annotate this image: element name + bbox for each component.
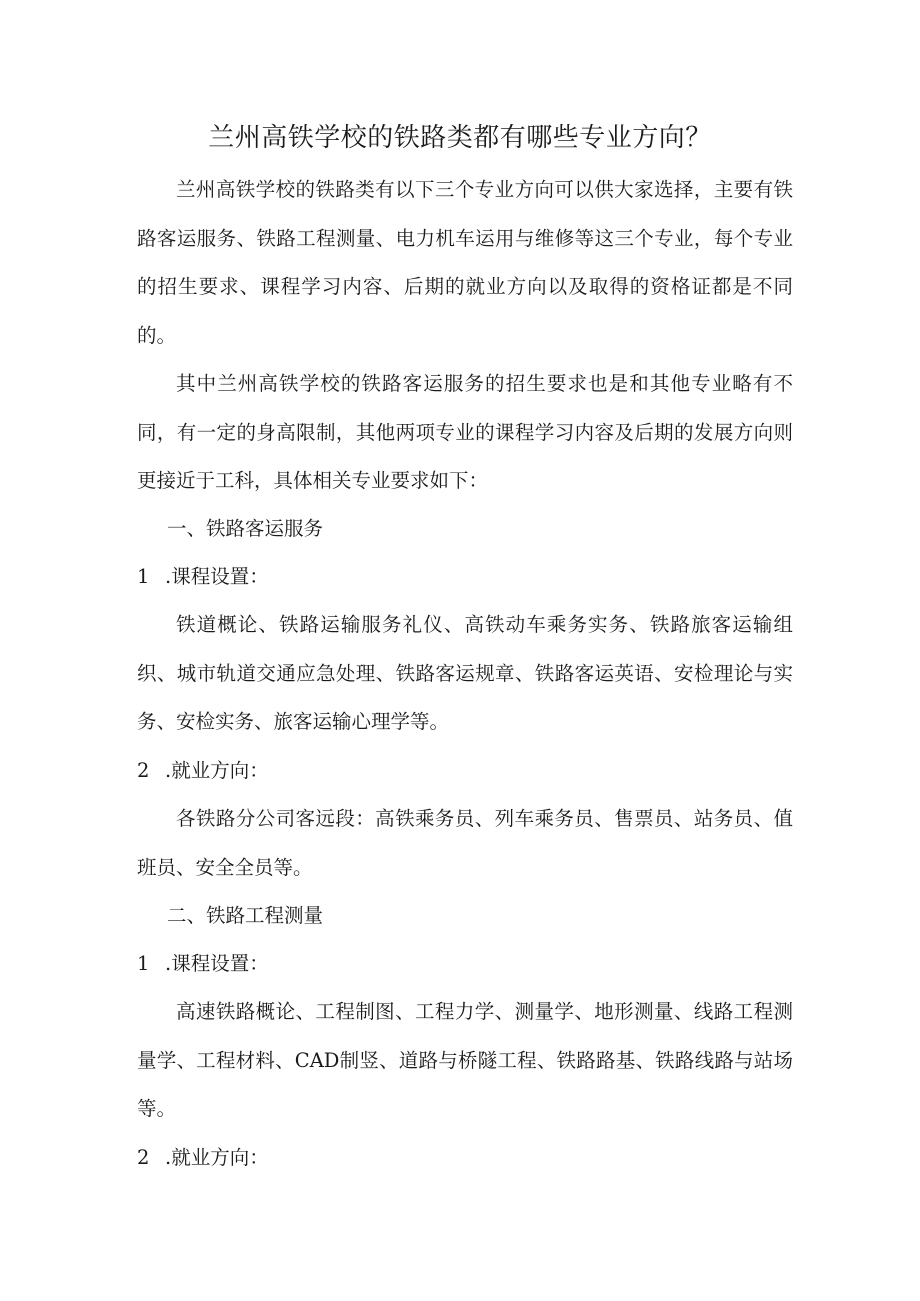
intro-paragraph-1: 兰州高铁学校的铁路类有以下三个专业方向可以供大家选择，主要有铁路客运服务、铁路工程测量、电力机车运用与维修等这三个专业，每个专业的招生要求、课程学习内容、后期的就业方向以及取得的资格证都是不同的。	[137, 178, 793, 347]
employment-content: 各铁路分公司客远段：高铁乘务员、列车乘务员、售票员、站务员、值班员、安全全员等。	[137, 807, 793, 879]
subheading-label: .就业方向：	[165, 1146, 269, 1169]
subheading-label: .就业方向：	[165, 759, 269, 782]
subheading-employment	[137, 747, 269, 796]
subheading-courses	[137, 940, 269, 989]
courses-content: 高速铁路概论、工程制图、工程力学、测量学、地形测量、线路工程测量学、工程材料、CAD制竖、道路与桥隧工程、铁路路基、铁路线路与站场等。	[137, 1000, 793, 1120]
subheading-number: 2	[137, 1146, 150, 1169]
subheading-label: .课程设置：	[165, 565, 269, 588]
document-title: 兰州高铁学校的铁路类都有哪些专业方向？	[208, 123, 712, 153]
courses-content: 铁道概论、铁路运输服务礼仪、高铁动车乘务实务、铁路旅客运输组织、城市轨道交通应急处理、铁路客运规章、铁路客运英语、安检理论与实务、安检实务、旅客运输心理学等。	[137, 613, 793, 733]
section-heading-passenger-service: 一、铁路客运服务	[167, 517, 324, 540]
subheading-number: 2	[137, 759, 150, 782]
subheading-number: 1	[137, 565, 150, 588]
subheading-employment	[137, 1134, 269, 1183]
intro-paragraph-2: 其中兰州高铁学校的铁路客运服务的招生要求也是和其他专业略有不同，有一定的身高限制，其他两项专业的课程学习内容及后期的发展方向则更接近于工科，具体相关专业要求如下：	[137, 372, 793, 492]
section-heading-engineering-survey: 二、铁路工程测量	[167, 904, 324, 927]
subheading-number: 1	[137, 952, 150, 975]
subheading-courses	[137, 553, 269, 602]
subheading-label: .课程设置：	[165, 952, 269, 975]
